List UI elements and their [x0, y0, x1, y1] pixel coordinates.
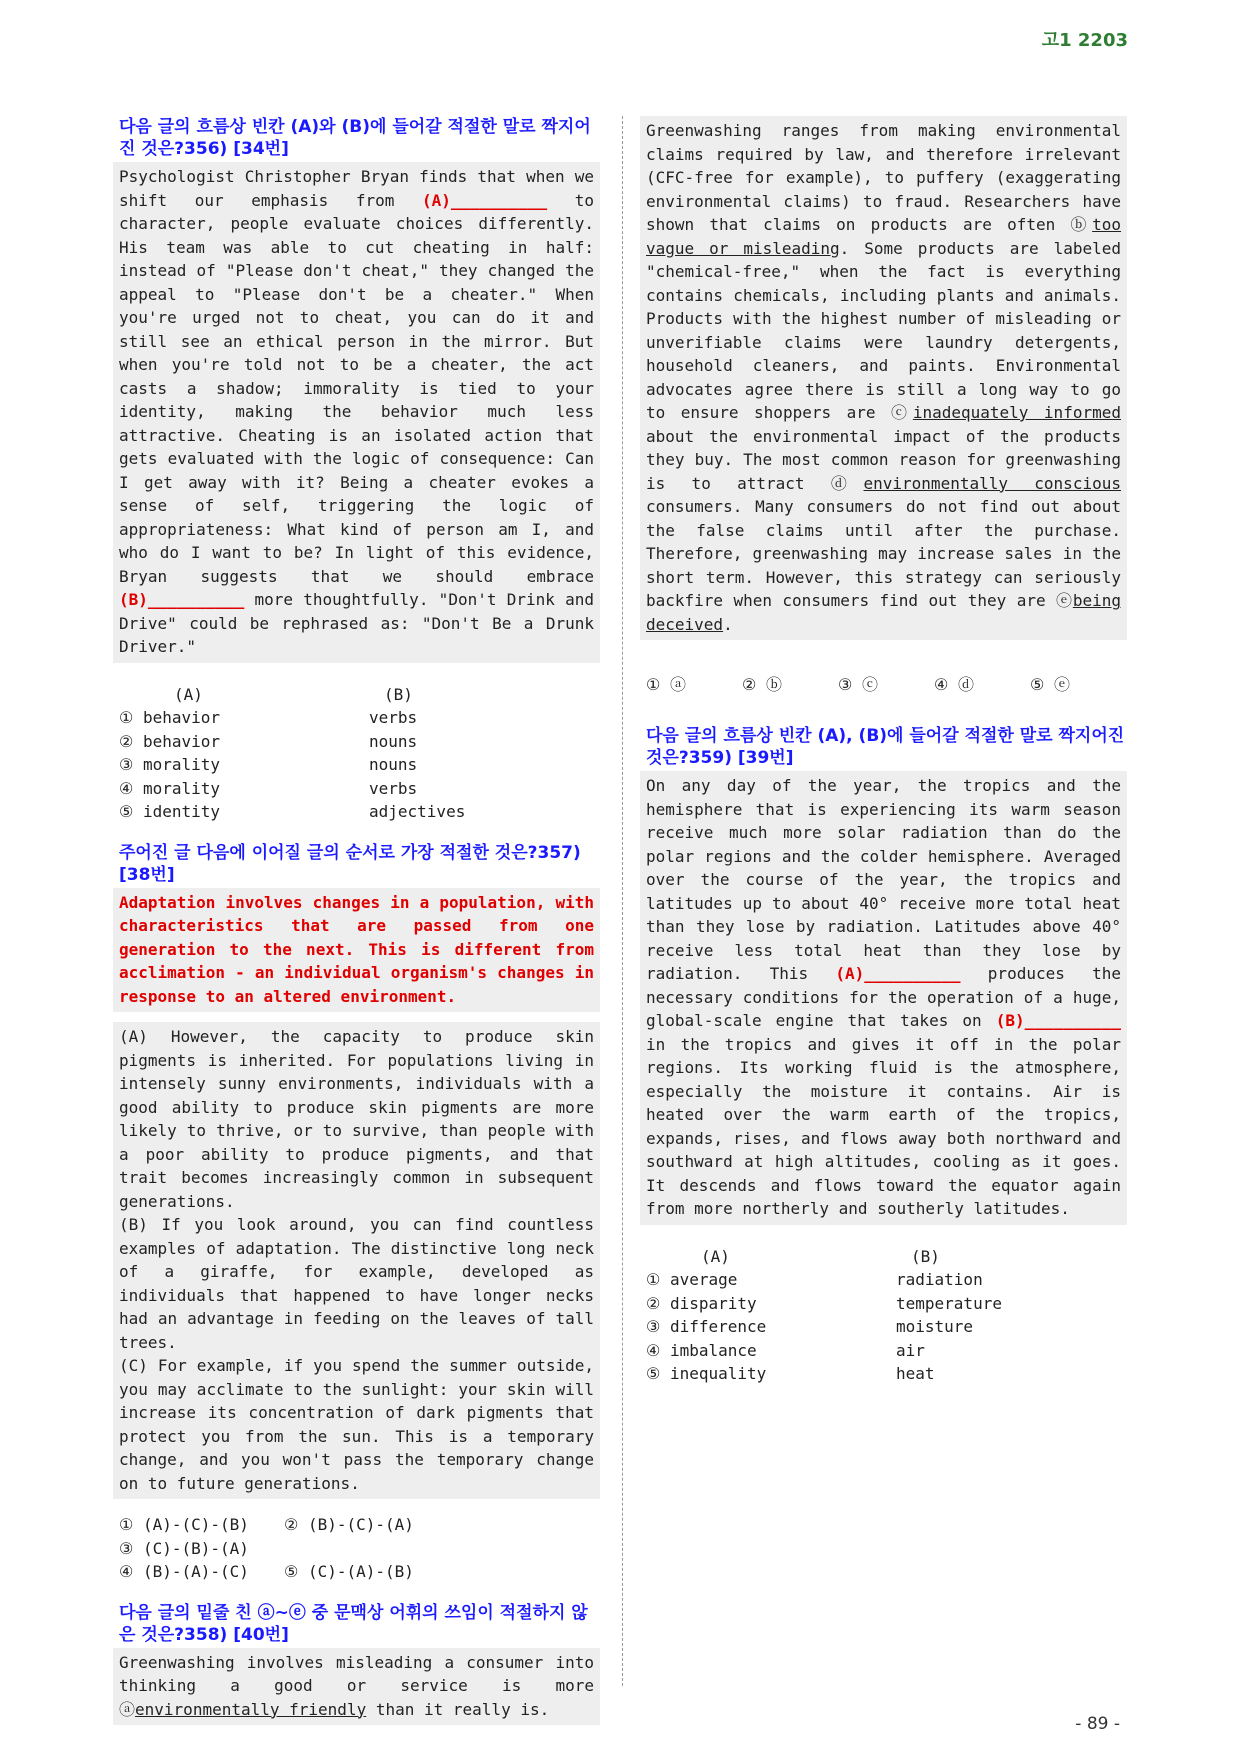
passage-text: than it really is.	[366, 1699, 550, 1719]
blank-b: (B)__________	[119, 590, 245, 609]
question-39-options	[646, 1245, 1127, 1386]
paragraph-c: (C) For example, if you spend the summer outside, you may acclimate to the sunlight: your skin will increase its concentration of dark pigments that protect you from the sun. This is a temporary change, and you won't pass the temporary change on to future generations.	[119, 1356, 594, 1493]
option-b: temperature	[896, 1293, 1002, 1313]
header-tag: 고1 2203	[1041, 30, 1128, 51]
option-a: ② behavior	[119, 731, 221, 751]
underlined-a: environmentally friendly	[135, 1699, 367, 1719]
option[interactable]: ① (A)-(C)-(B)	[119, 1515, 249, 1534]
passage-text: produces the necessary conditions for the operation of a huge, global-scale engine that takes on	[646, 964, 1121, 1030]
question-38-options	[119, 1513, 600, 1584]
option-b: nouns	[369, 731, 418, 751]
option-row[interactable]	[119, 706, 600, 730]
question-39-passage	[640, 771, 1127, 1225]
passage-text: Greenwashing involves misleading a consumer into thinking a good or service is more ⓐ	[119, 1652, 594, 1719]
option-a: ③ difference	[646, 1317, 767, 1336]
option-a: ⑤ identity	[119, 802, 221, 821]
option-row[interactable]	[119, 777, 600, 801]
column-divider	[622, 116, 623, 1686]
options-header	[119, 683, 600, 707]
passage-text: about the environmental impact of the products they buy. The most common reason for greenwashing is to attract ⓓ	[646, 426, 1121, 493]
option-a: ④ morality	[119, 778, 221, 798]
question-38-title: 주어진 글 다음에 이어질 글의 순서로 가장 적절한 것은?357) [38번]	[119, 842, 581, 885]
option-b: heat	[896, 1364, 935, 1383]
option-b: nouns	[369, 755, 418, 774]
option-header-a: (A)	[701, 1246, 730, 1266]
paragraph-a: (A) However, the capacity to produce skin pigments is inherited. For populations living in intensely sunny environments, individuals with a good ability to produce skin pigments are more likely to thrive, or to survive, than people with a poor ability to produce pigments, and that trait becomes increasingly common in subsequent generations.	[119, 1027, 594, 1211]
underlined-c: inadequately informed	[912, 403, 1121, 422]
option-b: adjectives	[369, 802, 466, 821]
question-40-passage-continued	[640, 116, 1127, 640]
passage-text: consumers. Many consumers do not find out about the false claims until after the purchase. Therefore, greenwashing may increase sales in the short term. However, this strategy can seriously backfire when consumers find out they are ⓔ	[646, 497, 1121, 610]
blank-a: (A)__________	[835, 964, 961, 983]
passage-text: to character, people evaluate choices differently. His team was able to cut cheating in half: instead of "Please don't cheat," they changed the appeal to "Please don't be a cheater." When you're urged not to cheat, you can do it and still see an ethical person in the mirror. But when you're told not to be a cheater, the act casts a shadow; immorality is tied to your identity, making the behavior much less attractive. Cheating is an isolated action that gets evaluated with the logic of consequence: Can I get away with it? Being a cheater evokes a sense of self, triggering the logic of appropriateness: What kind of person am I, and who do I want to be? In light of this evidence, Bryan suggests that we should embrace	[119, 190, 595, 586]
option-row[interactable]	[646, 1315, 1127, 1339]
option[interactable]: ④ ⓓ	[934, 675, 974, 694]
underlined-d: environmentally conscious	[863, 473, 1121, 493]
option[interactable]: ⑤ (C)-(A)-(B)	[284, 1562, 414, 1581]
option-header-a: (A)	[174, 684, 203, 704]
passage-text: more thoughtfully. "Don't Drink and Drive" could be rephrased as: "Don't Be a Drunk Driver."	[119, 590, 594, 656]
option-b: moisture	[896, 1317, 974, 1336]
page-number: - 89 -	[1075, 1714, 1120, 1734]
option-a: ⑤ inequality	[646, 1364, 767, 1383]
blank-b: (B)__________	[995, 1011, 1121, 1030]
blank-a: (A)__________	[421, 190, 548, 210]
question-34-options	[119, 683, 600, 824]
option[interactable]: ⑤ ⓔ	[1030, 675, 1070, 694]
passage-text: in the tropics and gives it off in the polar regions. Its working fluid is the atmosphere, especially the moisture it contains. Air is heated over the warm earth of the tropics, expands, rises, and flows away both northward and southward at high altitudes, cooling as it goes. It descends and flows toward the equator again from more northerly and southerly latitudes.	[646, 1034, 1121, 1218]
option[interactable]: ③ (C)-(B)-(A)	[119, 1538, 249, 1558]
option-row[interactable]	[119, 730, 600, 754]
options-header	[646, 1245, 1127, 1269]
question-34-title: 다음 글의 흐름상 빈칸 (A)와 (B)에 들어갈 적절한 말로 짝지어진 것은?356) [34번]	[119, 117, 591, 159]
option-row[interactable]	[646, 1339, 1127, 1363]
question-34-passage	[113, 162, 600, 663]
paragraph-b: (B) If you look around, you can find countless examples of adaptation. The distinctive long neck of a giraffe, for example, developed as individuals that happened to have longer necks had an advantage in feeding on the leaves of tall trees.	[119, 1215, 594, 1352]
option-row[interactable]	[646, 1292, 1127, 1316]
option-row[interactable]	[646, 1268, 1127, 1292]
question-38-paragraphs	[113, 1022, 600, 1499]
option-a: ③ morality	[119, 755, 221, 774]
option-a: ① behavior	[119, 708, 221, 727]
option-a: ④ imbalance	[646, 1340, 757, 1360]
option-b: verbs	[369, 708, 418, 727]
option-header-b: (B)	[911, 1246, 940, 1266]
question-40-options	[646, 672, 1127, 695]
passage-text: On any day of the year, the tropics and the hemisphere that is experiencing its warm season receive much more solar radiation than do the polar regions and the colder hemisphere. Averaged over the course of the year, the tropics and latitudes up to about 40° receive more total heat than they lose by radiation. Latitudes above 40° receive less total heat than they lose by radiation. This	[646, 776, 1121, 983]
option[interactable]: ② (B)-(C)-(A)	[284, 1515, 414, 1534]
passage-text: Greenwashing ranges from making environmental claims required by law, and therefore irrelevant (CFC-free for example), to puffery (exaggerating environmental claims) to fraud. Researchers have shown that claims on products are often ⓑ	[646, 121, 1121, 234]
question-39-title: 다음 글의 흐름상 빈칸 (A), (B)에 들어갈 적절한 말로 짝지어진 것은?359) [39번]	[646, 726, 1125, 768]
underlined-b: too vague or misleading	[646, 215, 1121, 258]
question-40-title: 다음 글의 밑줄 친 ⓐ~ⓔ 중 문맥상 어휘의 쓰임이 적절하지 않은 것은?358) [40번]	[119, 1602, 588, 1645]
passage-text: Psychologist Christopher Bryan finds that when we shift our emphasis from	[119, 167, 594, 210]
option[interactable]: ③ ⓒ	[838, 675, 878, 694]
option-row[interactable]	[119, 800, 600, 824]
left-column	[113, 116, 600, 1725]
option-b: radiation	[896, 1270, 983, 1289]
question-38-given-text: Adaptation involves changes in a population, with characteristics that are passed from one generation to the next. This is different from acclimation - an individual organism's changes in response to an altered environment.	[113, 888, 600, 1013]
right-column	[640, 116, 1127, 1386]
option-row[interactable]	[119, 753, 600, 777]
passage-text: . Some products are labeled "chemical-free," when the fact is everything contains chemicals, including plants and animals. Products with the highest number of misleading or unverifiable claims were laundry detergents, household cleaners, and paints. Environmental advocates agree there is still a long way to go to ensure shoppers are ⓒ	[646, 238, 1121, 422]
option-b: verbs	[369, 778, 418, 798]
option[interactable]: ① ⓐ	[646, 675, 686, 694]
option[interactable]: ② ⓑ	[742, 675, 782, 694]
question-40-passage-start	[113, 1648, 600, 1726]
option[interactable]: ④ (B)-(A)-(C)	[119, 1562, 249, 1581]
option-header-b: (B)	[384, 684, 413, 704]
option-a: ② disparity	[646, 1293, 757, 1313]
option-row[interactable]	[646, 1362, 1127, 1386]
option-a: ① average	[646, 1270, 738, 1289]
passage-text: .	[723, 614, 733, 634]
underlined-e: being deceived	[646, 591, 1121, 634]
option-b: air	[896, 1340, 925, 1360]
